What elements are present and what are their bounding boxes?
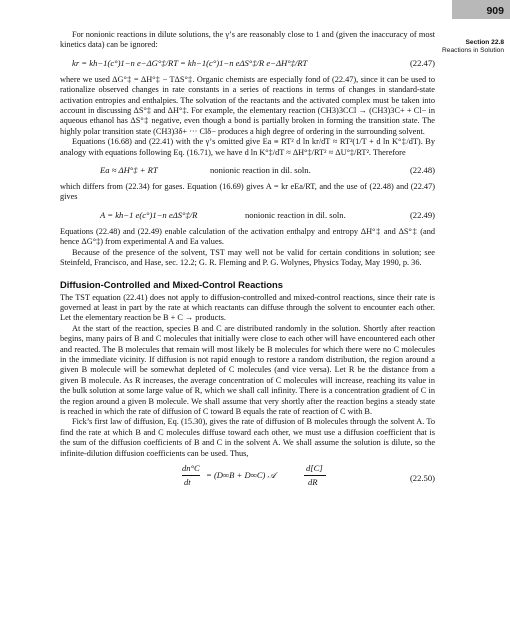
equation-22-50 [60, 463, 435, 493]
equation-condition: nonionic reaction in dil. soln. [245, 209, 346, 220]
paragraph-intro: For nonionic reactions in dilute solutions, the γ’s are reasonably close to 1 and (given the inaccuracy of most kinetics data) can be ignored: [60, 30, 435, 50]
paragraph-preexponential: which differs from (22.34) for gases. Equation (16.69) gives A = kr eEa/RT, and the use of (22.48) and (22.47) gives [60, 182, 435, 202]
equation-number: (22.49) [409, 209, 435, 220]
paragraph-fick: Fick’s first law of diffusion, Eq. (15.30), gives the rate of diffusion of B molecules through the solvent A. To find the rate at which B and C molecules diffuse toward each other, we must use a diffusion coefficient that is the sum of the diffusion coefficients of B and C in the solvent A. We shall assume the solution is dilute, so the infinite-dilution diffusion coefficients can be used. Thus, [60, 417, 435, 458]
fraction-bar [304, 475, 326, 476]
equation-22-47 [60, 55, 435, 72]
paragraph-solvent: Because of the presence of the solvent, TST may well not be valid for certain conditions in solution; see Steinfeld, Francisco, and Hase, sec. 12.2; G. R. Fleming and P. G. Wolynes, Physics Today, May 1990, p. 36. [60, 247, 435, 268]
equation-fraction [182, 463, 332, 493]
section-heading: Diffusion-Controlled and Mixed-Control Reactions [60, 278, 283, 290]
main-column [60, 30, 435, 496]
equation-number: (22.50) [409, 473, 435, 483]
paragraph-organic: where we used ΔG°‡ = ΔH°‡ − TΔS°‡. Organic chemists are especially fond of (22.47), since it can be used to rationalize observed changes in rate constants in a series of reactions in terms of changes in standard-state activation entropies and enthalpies. The solvation of the reactants and the activated complex must be taken into account in discussing ΔS°‡ and ΔH°‡. For example, the elementary reaction (CH3)3CCl → (CH3)3C+ + Cl− in aqueous ethanol has ΔS°‡ negative, even though a bond is partially broken in forming the transition state. The highly polar transition state (CH3)3δ+ ··· Clδ− produces a high degree of ordering in the surrounding solvent. [60, 74, 435, 136]
paragraph-activation: Equations (16.68) and (22.41) with the γ’s omitted give Ea ≡ RT² d ln kr/dT ≈ RT²(1/T + d ln K°‡/dT). By analogy with equations following Eq. (16.71), we have d ln K°‡/dT ≈ ΔH°‡/RT² ≈ ΔU°‡/RT². Therefore [60, 137, 435, 157]
page-number: 909 [452, 0, 510, 19]
paragraph-enthalpy: Equations (22.48) and (22.49) enable calculation of the activation enthalpy and entropy ΔH°‡ and ΔS°‡ (and hence ΔG°‡) from experimental A and Ea values. [60, 226, 435, 247]
equation-22-49 [60, 207, 435, 224]
equation-22-48 [60, 162, 435, 179]
equation-text: kr = kh−1(c°)1−n e−ΔG°‡/RT = kh−1(c°)1−n eΔS°‡/R e−ΔH°‡/RT [72, 57, 308, 68]
denominator: dt [184, 477, 191, 487]
numerator: d[C] [306, 463, 323, 473]
paragraph-distribution: At the start of the reaction, species B and C are distributed randomly in the solution. Shortly after reaction begins, many pairs of B and C molecules that initially were close to each other will have encountered each other and reacted. The B molecules that remain will most likely be B molecules for which there were no C molecules in the immediate vicinity. If diffusion is not rapid enough to restore a random distribution, the region around a given B molecule will be somewhat depleted of C molecules (and vice versa). Let R be the distance from a given B molecule. As R increases, the average concentration of C molecules will increase, reaching its value in the bulk solution at some large value of R, which we shall call infinity. There is a concentration gradient of C in the region around a given B molecule. We shall assume that very shortly after the reaction begins a steady state is reached in which the rate of diffusion of C toward B equals the rate of reaction of C with B. [60, 323, 435, 416]
fraction-bar [182, 475, 200, 476]
equation-text: Ea ≈ ΔH°‡ + RT [100, 165, 158, 176]
section-label [424, 39, 504, 55]
equation-condition: nonionic reaction in dil. soln. [210, 165, 311, 176]
section-number: Section 22.8 [465, 39, 504, 46]
equation-number: (22.47) [409, 57, 435, 68]
paragraph-tst: The TST equation (22.41) does not apply to diffusion-controlled and mixed-control reactions, since their rate is governed at least in part by the rate at which reactants can diffuse through the solvent to encounter each other. Let the elementary reaction be B + C → products. [60, 292, 435, 323]
numerator: dn°C [182, 463, 200, 473]
denominator: dR [308, 477, 318, 487]
equation-middle: = (D∞B + D∞C) 𝒜 [206, 470, 276, 480]
equation-text: A = kh−1 e(c°)1−n eΔS°‡/R [100, 209, 198, 220]
equation-number: (22.48) [409, 165, 435, 176]
section-title: Reactions in Solution [442, 47, 504, 54]
